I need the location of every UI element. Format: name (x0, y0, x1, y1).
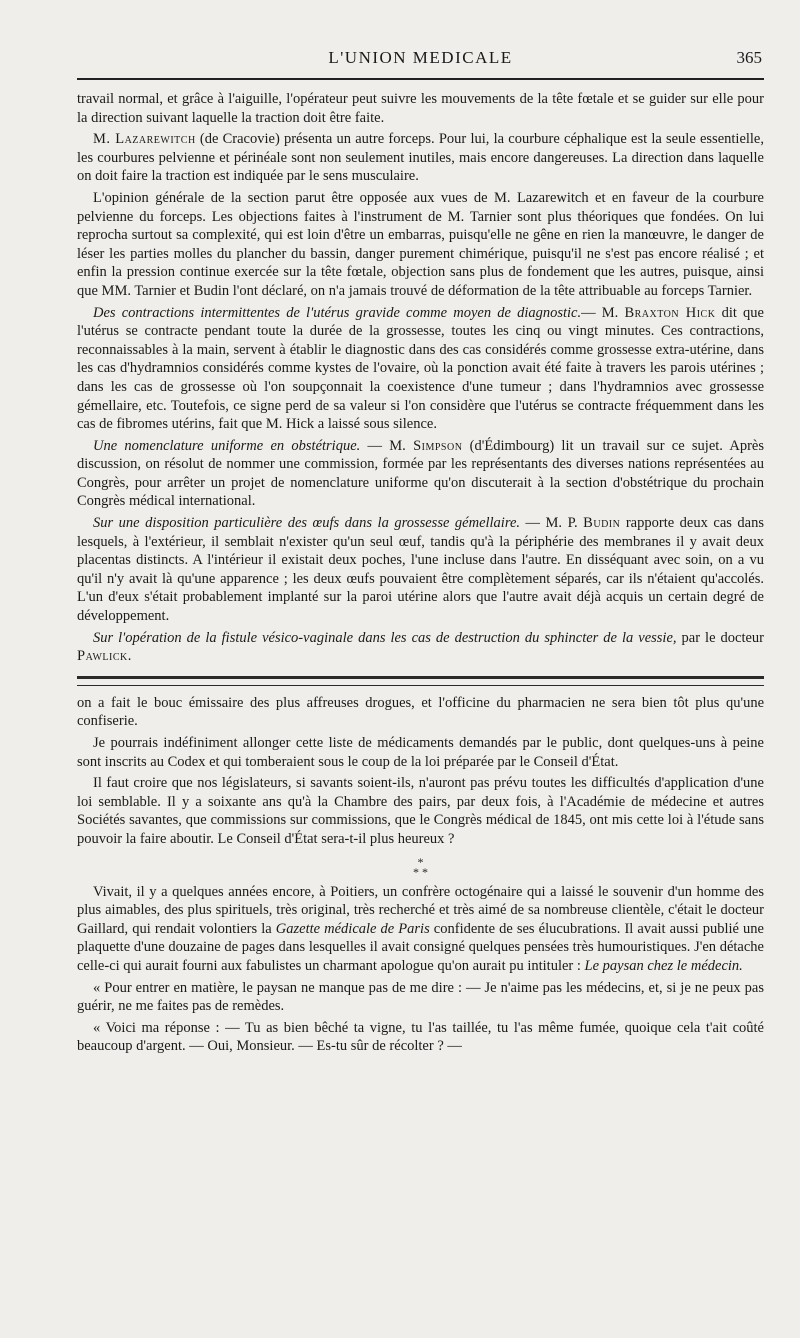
author-name: Braxton Hick (624, 304, 716, 321)
separator: — M. P. (520, 515, 584, 532)
author-name: Budin (583, 515, 621, 532)
author-name: M. Lazarewitch (93, 131, 196, 148)
paragraph-text: confidente de ses élucubrations. Il avait aussi publié une plaquette d'une douzaine de pages dans lesquelles il avait consigné quelques pensées très humouristiques. J'en détache celle-ci qui aurait fourni aux fabulistes un charmant apologue qu'on aurait pu intituler : (77, 920, 764, 974)
paragraph (77, 130, 764, 186)
section-title: Des contractions intermittentes de l'utérus gravide comme moyen de diagnostic. (93, 304, 582, 321)
feuilleton-section (77, 694, 764, 1056)
paragraph (77, 629, 764, 666)
separator: — M. (360, 437, 414, 454)
paragraph (77, 304, 764, 434)
separator: — M. (581, 304, 625, 321)
journal-title: Gazette médicale de Paris (275, 920, 430, 937)
paragraph: Je pourrais indéfiniment allonger cette liste de médicaments demandés par le public, dont quelques-uns à peine sont inscrits au Codex et qui tomberaient sous le coup de la loi préparée par le Conseil d'État. (77, 735, 764, 770)
author-name: Pawlick. (77, 648, 132, 665)
paragraph: on a fait le bouc émissaire des plus affreuses drogues, et l'officine du pharmacien ne sera bien tôt plus qu'une confiserie. (77, 694, 764, 730)
paragraph-text: (de Cracovie) présenta un autre forceps. Pour lui, la courbure céphalique est la seule essentielle, les courbures pelvienne et périnéale sont non seulement inutiles, mais encore dangereuses. La direction dans laquelle on doit faire la traction est indiquée par le sens musculaire. (77, 131, 764, 185)
paragraph: « Pour entrer en matière, le paysan ne manque pas de me dire : — Je n'aime pas les médecins, et, si je ne peux pas guérir, ne me faites pas de remèdes. (77, 979, 764, 1015)
paragraph-text: Vivait, il y a quelques années encore, à Poitiers, un confrère octogénaire qui a laissé le souvenir d'un homme des plus aimables, des plus spirituels, très original, très recherché et très aimé de sa nombreuse clientèle, c'était le docteur Gaillard, qui rendait volontiers la (77, 883, 764, 937)
paragraph (77, 437, 764, 511)
page-header (77, 44, 764, 80)
paragraph-text: par le docteur (676, 629, 764, 646)
book-title: Le paysan chez le médecin. (584, 957, 743, 974)
paragraph: travail normal, et grâce à l'aiguille, l'opérateur peut suivre les mouvements de la tête fœtale et se guider sur elle pour la direction suivant laquelle la traction doit être faite. (77, 91, 764, 126)
paragraph: Il faut croire que nos législateurs, si savants soient-ils, n'auront pas prévu toutes les difficultés d'application d'une loi semblable. Il y a soixante ans qu'à la Chambre des pairs, par deux fois, à l'Académie de médecine et autres Sociétés savantes, que commissions sur commissions, que le Congrès médical de 1845, ont mis cette loi à l'étude sans pouvoir la faire aboutir. Le Conseil d'État sera-t-il plus heureux ? (77, 775, 764, 847)
asterism-bottom: * * (413, 864, 428, 879)
asterism-top: * (417, 854, 424, 869)
asterism (77, 854, 764, 879)
paragraph: « Voici ma réponse : — Tu as bien bêché ta vigne, tu l'as taillée, tu l'as même fumée, quoique cela t'ait coûté beaucoup d'argent. — Oui, Monsieur. — Es-tu sûr de récolter ? — (77, 1019, 764, 1055)
page-number: 365 (736, 48, 762, 67)
author-name: Simpson (413, 437, 463, 454)
section-title: Une nomenclature uniforme en obstétrique. (93, 437, 361, 454)
section-title: Sur l'opération de la fistule vésico-vaginale dans les cas de destruction du sphincter de la vessie, (93, 629, 677, 646)
paragraph-text: dit que l'utérus se contracte pendant toute la durée de la grossesse, toutes les cinq ou vingt minutes. Ces contractions, reconnaissables à la main, servent à établir le diagnostic dans des cas considérés comme grossesse extra-utérine, dans les cas d'hydramnios considérés comme kystes de l'ovaire, où la ponction avait été faite à travers les parois utérines ; dans les cas de grossesse où l'on soupçonnait la coexistence d'une tumeur ; dans l'hydramnios avec grossesse gémellaire, etc. Toutefois, ce signe perd de sa valeur si l'on considère que l'utérus se contracte fréquemment dans les cas de fibromes utérins, fait que M. Hick a laissé sous silence. (77, 304, 764, 433)
paragraph (77, 514, 764, 626)
congress-report-section (77, 90, 764, 666)
section-divider (77, 676, 764, 686)
paragraph-text: (d'Édimbourg) lit un travail sur ce sujet. Après discussion, on résolut de nommer une commission, formée par les représentants des diverses nations représentées au Congrès, pour arrêter un projet de nomenclature uniforme qu'on discuterait à la section d'obstétrique du prochain Congrès médical international. (77, 437, 764, 510)
paragraph-text: rapporte deux cas dans lesquels, à l'extérieur, il semblait n'exister qu'un seul œuf, tandis qu'à la périphérie des membranes il y avait deux placentas distincts. A l'intérieur il existait deux poches, l'une incluse dans l'autre. En disséquant avec soin, on a vu qu'il n'y avait là qu'une apparence ; les deux œufs pouvaient être complètement séparés, car ils n'étaient qu'accolés. L'un d'eux s'était probablement implanté sur la paroi utérine alors que l'autre avait déjà acquis un certain degré de développement. (77, 515, 764, 625)
running-title: L'UNION MEDICALE (328, 48, 513, 67)
paragraph: L'opinion générale de la section parut être opposée aux vues de M. Lazarewitch et en faveur de la courbure pelvienne du forceps. Les objections faites à l'instrument de M. Tarnier sont plus théoriques que fondées. On lui reprocha surtout sa complexité, qui est loin d'être un embarras, puisqu'elle ne gêne en rien la manœuvre, le danger de léser les parties molles du plancher du bassin, danger purement chimérique, puisqu'il ne s'est pas encore réalisé ; et enfin la pression continue exercée sur la tête fœtale, objection sans plus de fondement que les autres, puisque, ainsi que MM. Tarnier et Budin l'ont déclaré, on n'a jamais trouvé de déformation de la tête attribuable au forceps Tarnier. (77, 189, 764, 299)
section-title: Sur une disposition particulière des œufs dans la grossesse gémellaire. (93, 515, 521, 532)
paragraph (77, 883, 764, 976)
